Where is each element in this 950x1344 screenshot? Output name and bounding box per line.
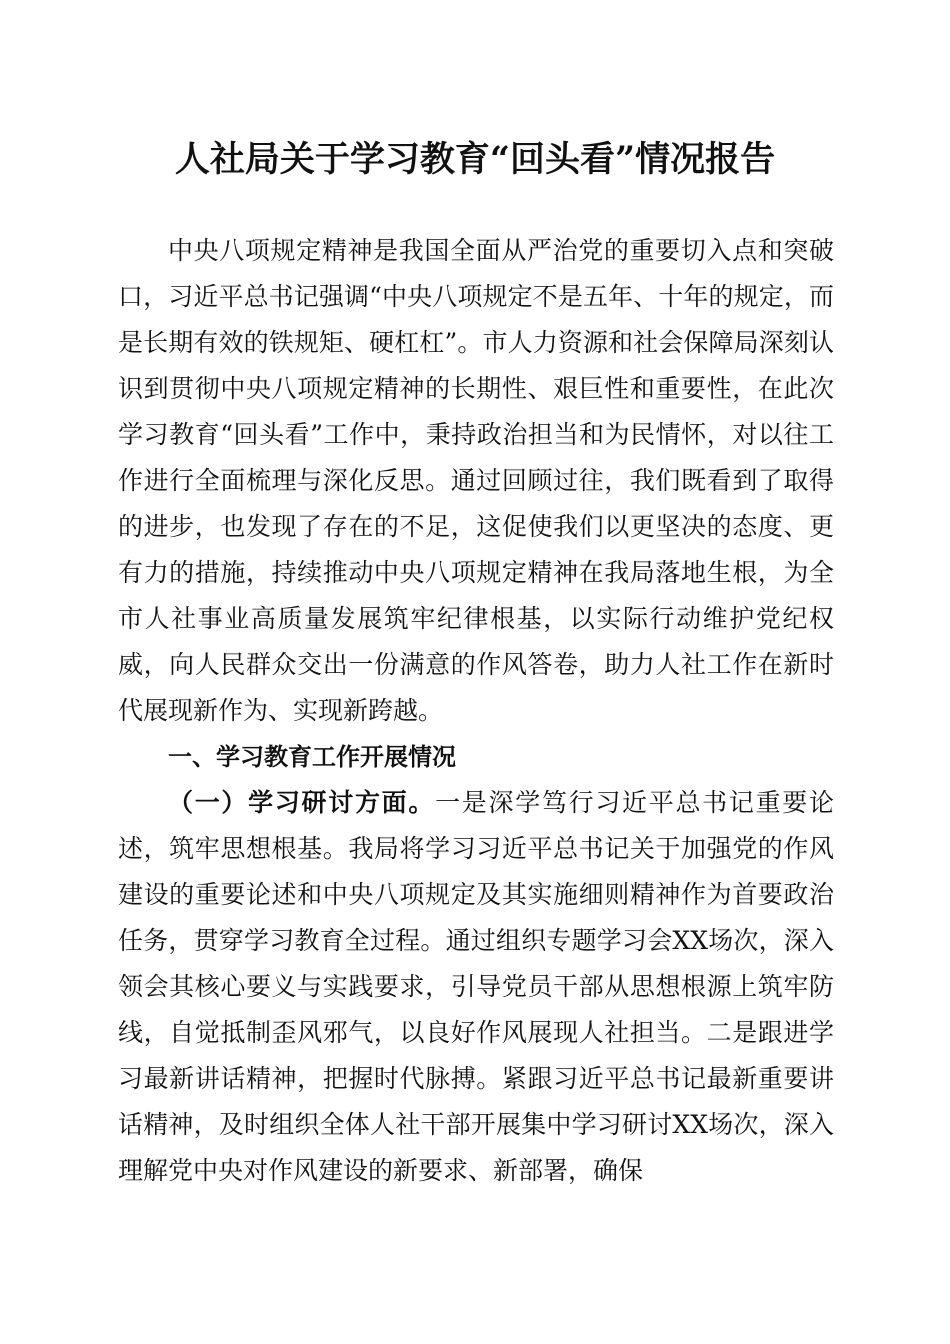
- section-heading: 一、学习教育工作开展情况: [168, 743, 456, 771]
- document-body: [118, 228, 834, 1194]
- subsection-body: 一是深学笃行习近平总书记重要论述，筑牢思想根基。我局将学习习近平总书记关于加强党的作风建设的重要论述和中央八项规定及其实施细则精神作为首要政治任务，贯穿学习教育全过程。通过组织专题学习会XX场次，深入领会其核心要义与实践要求，引导党员干部从思想根源上筑牢防线，自觉抵制歪风邪气，以良好作风展现人社担当。二是跟进学习最新讲话精神，把握时代脉搏。紧跟习近平总书记最新重要讲话精神，及时组织全体人社干部开展集中学习研讨XX场次，深入理解党中央对作风建设的新要求、新部署，确保: [118, 788, 834, 1185]
- subsection-paragraph: [118, 780, 834, 1194]
- intro-paragraph: 中央八项规定精神是我国全面从严治党的重要切入点和突破口，习近平总书记强调“中央八项规定不是五年、十年的规定，而是长期有效的铁规矩、硬杠杠”。市人力资源和社会保障局深刻认识到贯彻中央八项规定精神的长期性、艰巨性和重要性，在此次学习教育“回头看”工作中，秉持政治担当和为民情怀，对以往工作进行全面梳理与深化反思。通过回顾过往，我们既看到了取得的进步，也发现了存在的不足，这促使我们以更坚决的态度、更有力的措施，持续推动中央八项规定精神在我局落地生根，为全市人社事业高质量发展筑牢纪律根基，以实际行动维护党纪权威，向人民群众交出一份满意的作风答卷，助力人社工作在新时代展现新作为、实现新跨越。: [118, 236, 834, 725]
- document-title: 人社局关于学习教育“回头看”情况报告: [174, 139, 776, 180]
- subsection-heading: （一）学习研讨方面。: [168, 788, 436, 817]
